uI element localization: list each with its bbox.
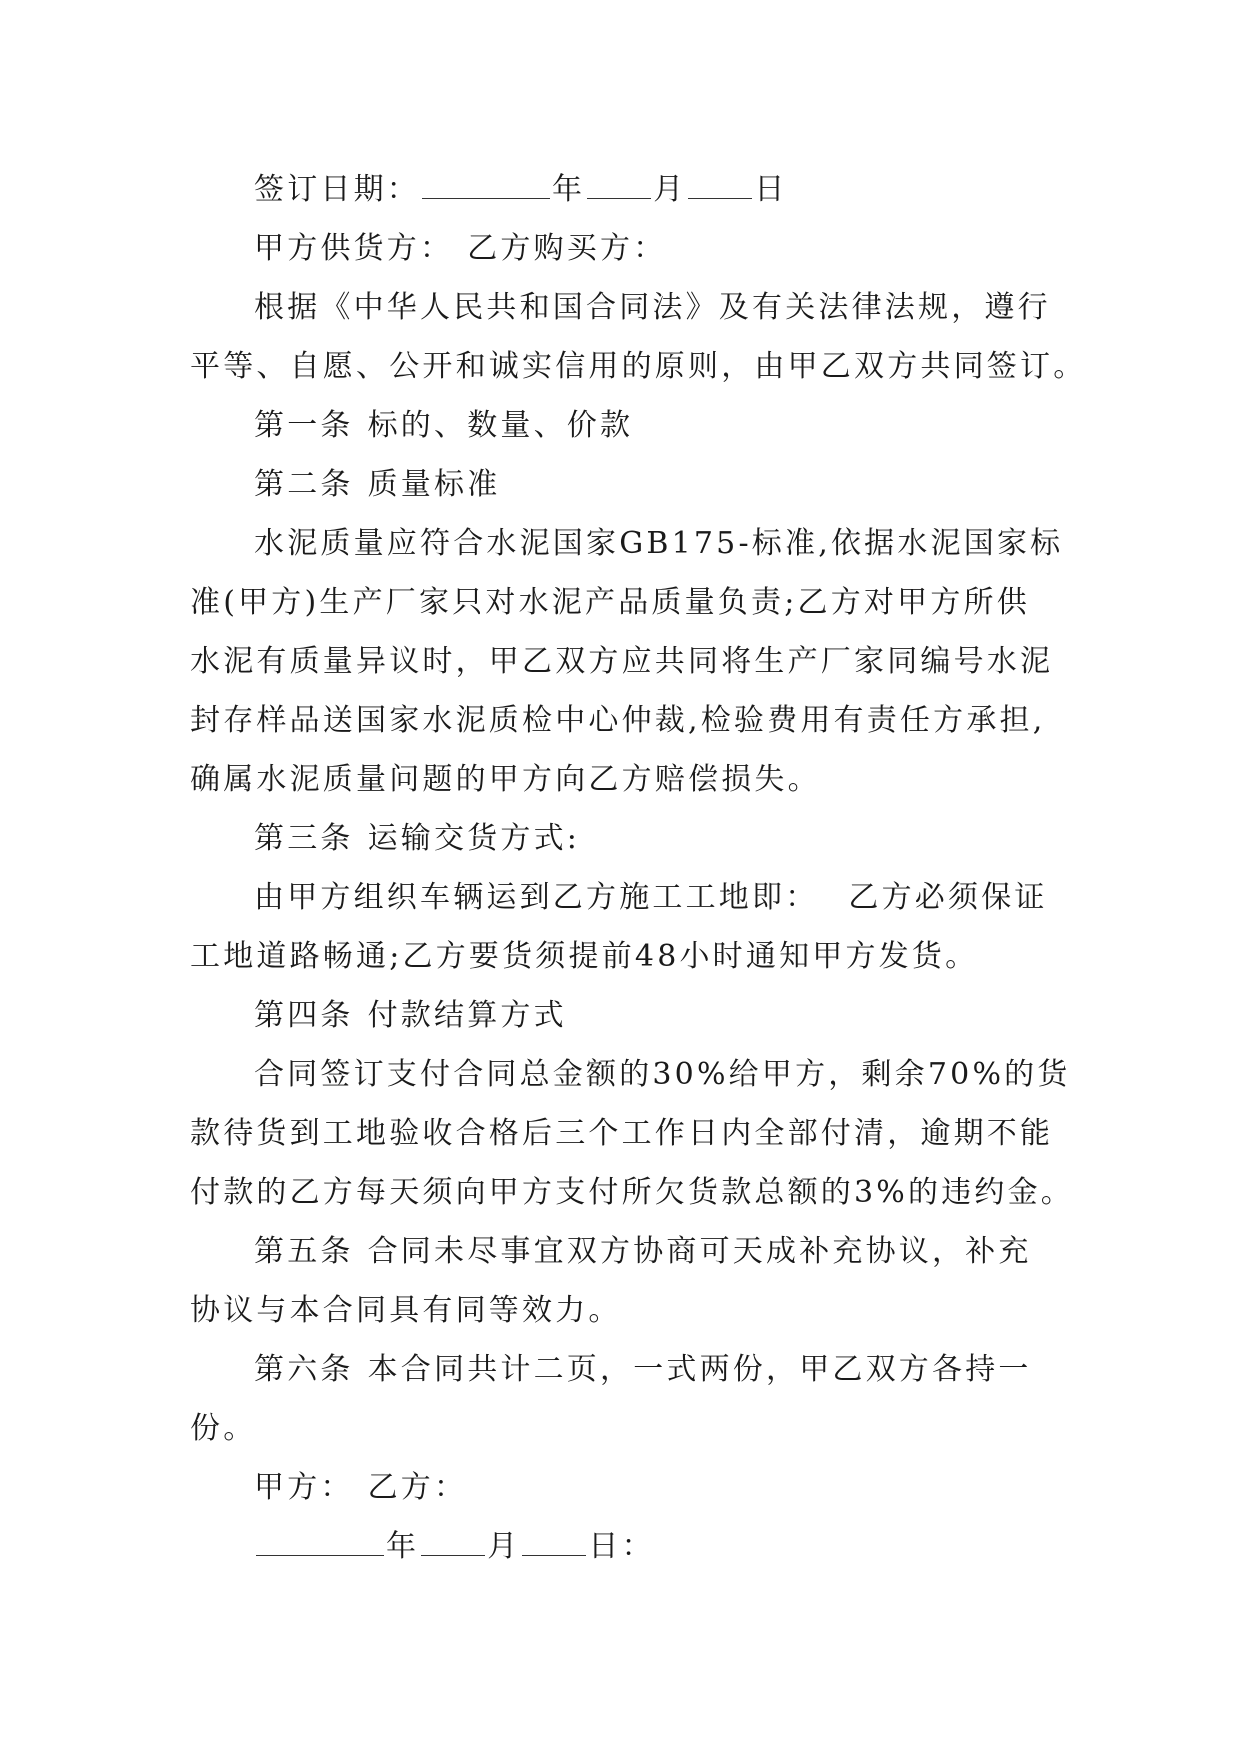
article-2-line-1: 水泥质量应符合水泥国家GB175-标准,依据水泥国家标 [254, 526, 1064, 561]
signing-date-line [190, 160, 1058, 219]
article-4-line-1: 合同签订支付合同总金额的30%给甲方，剩余70%的货 [254, 1057, 1071, 1092]
article-5-text: 合同未尽事宜双方协商可天成补充协议，补充 [367, 1234, 1032, 1269]
article-3-line-2: 工地道路畅通;乙方要货须提前48小时通知甲方发货。 [190, 939, 979, 974]
article-4-line-2: 款待货到工地验收合格后三个工作日内全部付清，逾期不能 [190, 1116, 1054, 1151]
contract-body [190, 160, 1087, 1576]
end-year-label: 年 [386, 1529, 420, 1564]
article-5-line-1 [190, 1222, 1058, 1281]
article-2-heading [190, 455, 1058, 514]
day-label: 日 [754, 172, 788, 207]
article-2-line-2: 准(甲方)生产厂家只对水泥产品质量负责;乙方对甲方所供 [190, 585, 1030, 620]
article-4-heading [190, 986, 1058, 1045]
article-6-text: 本合同共计二页，一式两份，甲乙双方各持一 [367, 1352, 1032, 1387]
end-day-blank [522, 1525, 586, 1556]
year-label: 年 [552, 172, 586, 207]
month-label: 月 [653, 172, 687, 207]
party-b-buyer: 乙方购买方： [467, 231, 667, 266]
party-a-supplier: 甲方供货方： [254, 231, 454, 266]
article-1-number: 第一条 [254, 408, 354, 443]
article-2-line-4: 封存样品送国家水泥质检中心仲裁,检验费用有责任方承担, [190, 703, 1046, 738]
article-5-number: 第五条 [254, 1234, 354, 1269]
article-6-number: 第六条 [254, 1352, 354, 1387]
article-3-line-1a: 由甲方组织车辆运到乙方施工工地即： [254, 880, 819, 915]
intro-line-1: 根据《中华人民共和国合同法》及有关法律法规，遵行 [254, 290, 1051, 325]
day-blank [688, 168, 752, 199]
article-2-title: 质量标准 [367, 467, 501, 502]
article-6-line-1 [190, 1340, 1058, 1399]
end-month-blank [421, 1525, 485, 1556]
article-3-line-1 [190, 868, 1058, 927]
article-5-line-2: 协议与本合同具有同等效力。 [190, 1293, 622, 1328]
article-3-heading [190, 809, 1058, 868]
parties-line [190, 219, 1058, 278]
article-2-line-3: 水泥有质量异议时，甲乙双方应共同将生产厂家同编号水泥 [190, 644, 1054, 679]
signature-party-b: 乙方： [367, 1470, 468, 1505]
end-year-blank [256, 1525, 384, 1556]
article-4-title: 付款结算方式 [367, 998, 567, 1033]
article-3-title: 运输交货方式: [367, 821, 581, 856]
end-month-label: 月 [487, 1529, 521, 1564]
signature-line [190, 1458, 1058, 1517]
intro-line-2: 平等、自愿、公开和诚实信用的原则，由甲乙双方共同签订。 [190, 349, 1087, 384]
year-blank [422, 168, 550, 199]
article-2-number: 第二条 [254, 467, 354, 502]
article-4-number: 第四条 [254, 998, 354, 1033]
signature-party-a: 甲方： [254, 1470, 354, 1505]
article-1-heading [190, 396, 1058, 455]
article-3-line-1b: 乙方必须保证 [848, 880, 1048, 915]
month-blank [587, 168, 651, 199]
end-date-line [190, 1517, 1058, 1576]
end-day-label: 日： [588, 1529, 655, 1564]
article-3-number: 第三条 [254, 821, 354, 856]
article-4-line-3: 付款的乙方每天须向甲方支付所欠货款总额的3%的违约金。 [190, 1175, 1074, 1210]
signing-date-label: 签订日期： [254, 172, 420, 207]
article-2-line-5: 确属水泥质量问题的甲方向乙方赔偿损失。 [190, 762, 821, 797]
article-1-title: 标的、数量、价款 [367, 408, 634, 443]
article-6-line-2: 份。 [190, 1411, 257, 1446]
